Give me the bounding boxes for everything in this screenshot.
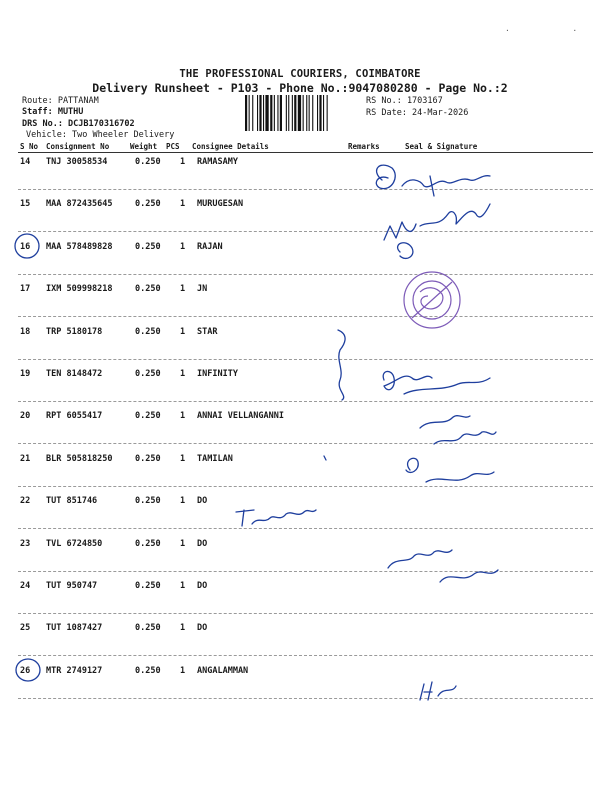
barcode-bar bbox=[323, 95, 324, 131]
row-sno: 25 bbox=[20, 623, 31, 634]
row-consignment-no: MAA 872435645 bbox=[46, 199, 113, 210]
vehicle-label: Vehicle: Two Wheeler Delivery bbox=[26, 130, 175, 140]
table-row bbox=[0, 157, 600, 199]
row-separator bbox=[18, 401, 593, 402]
barcode-bar bbox=[257, 95, 258, 131]
row-separator bbox=[18, 231, 593, 232]
row-consignee: RAMASAMY bbox=[197, 157, 238, 167]
col-seal-signature: Seal & Signature bbox=[405, 142, 478, 151]
row-separator bbox=[18, 316, 593, 317]
barcode-bar bbox=[306, 95, 307, 131]
drs-number: DRS No.: DCJB170316702 bbox=[22, 119, 135, 129]
route-label: Route: PATTANAM bbox=[22, 96, 99, 106]
row-weight: 0.250 bbox=[135, 538, 161, 549]
row-sno: 23 bbox=[20, 538, 31, 549]
row-sno: 21 bbox=[20, 453, 31, 464]
barcode-bar bbox=[252, 95, 253, 131]
table-row bbox=[0, 411, 600, 453]
barcode-bar bbox=[327, 95, 328, 131]
col-weight: Weight bbox=[130, 142, 158, 151]
row-separator bbox=[18, 274, 593, 275]
barcode-bar bbox=[288, 95, 289, 131]
row-separator bbox=[18, 359, 593, 360]
row-separator bbox=[18, 486, 593, 487]
table-row bbox=[0, 454, 600, 496]
barcode-bar bbox=[263, 95, 264, 131]
row-consignment-no: MTR 2749127 bbox=[46, 665, 103, 676]
barcode-bar bbox=[249, 95, 250, 131]
row-weight: 0.250 bbox=[135, 453, 161, 464]
row-consignee: STAR bbox=[197, 326, 218, 337]
barcode-bar bbox=[312, 95, 313, 131]
row-pcs: 1 bbox=[180, 326, 186, 337]
row-pcs: 1 bbox=[180, 284, 186, 295]
row-consignee: ANNAI VELLANGANNI bbox=[197, 411, 284, 422]
row-pcs: 1 bbox=[180, 411, 186, 422]
row-weight: 0.250 bbox=[135, 496, 161, 507]
barcode-bar bbox=[286, 95, 287, 131]
row-sno: 15 bbox=[20, 199, 31, 210]
table-row bbox=[0, 666, 600, 708]
barcode-bar bbox=[245, 95, 247, 131]
barcode-bar bbox=[294, 95, 296, 131]
row-weight: 0.250 bbox=[135, 369, 161, 379]
table-row bbox=[0, 496, 600, 538]
row-weight: 0.250 bbox=[135, 623, 161, 634]
row-consignment-no: BLR 505818250 bbox=[46, 453, 113, 464]
row-sno: 24 bbox=[20, 581, 31, 591]
company-name: THE PROFESSIONAL COURIERS, COIMBATORE bbox=[179, 68, 421, 80]
row-consignee: ANGALAMMAN bbox=[197, 665, 249, 676]
row-weight: 0.250 bbox=[135, 581, 161, 591]
runsheet-title: Delivery Runsheet - P103 - Phone No.:9047080280 - Page No.:2 bbox=[92, 81, 508, 95]
row-pcs: 1 bbox=[180, 199, 186, 210]
scan-corner-marks: · · bbox=[505, 26, 578, 35]
table-row bbox=[0, 199, 600, 241]
barcode-bar bbox=[319, 95, 321, 131]
row-sno: 16 bbox=[20, 241, 31, 252]
barcode-bar bbox=[280, 95, 282, 131]
row-weight: 0.250 bbox=[135, 241, 161, 252]
row-sno: 14 bbox=[20, 157, 31, 167]
row-consignee: MURUGESAN bbox=[197, 199, 244, 210]
table-row bbox=[0, 327, 600, 369]
row-consignee: TAMILAN bbox=[197, 453, 233, 464]
barcode-bar bbox=[274, 95, 275, 131]
rs-date: RS Date: 24-Mar-2026 bbox=[366, 108, 469, 118]
row-sno: 19 bbox=[20, 369, 31, 379]
row-consignment-no: MAA 578489828 bbox=[46, 241, 113, 252]
table-row bbox=[0, 242, 600, 284]
row-consignment-no: RPT 6055417 bbox=[46, 411, 103, 422]
barcode-bar bbox=[317, 95, 318, 131]
table-row bbox=[0, 284, 600, 326]
row-consignment-no: TVL 6724850 bbox=[46, 538, 103, 549]
row-consignment-no: TUT 1087427 bbox=[46, 623, 103, 634]
row-sno: 26 bbox=[20, 665, 31, 676]
row-consignment-no: TRP 5180178 bbox=[46, 326, 103, 337]
row-consignment-no: TUT 851746 bbox=[46, 496, 98, 507]
row-pcs: 1 bbox=[180, 453, 186, 464]
row-pcs: 1 bbox=[180, 157, 186, 167]
row-consignee: DO bbox=[197, 538, 208, 549]
rs-number: RS No.: 1703167 bbox=[366, 96, 443, 106]
row-weight: 0.250 bbox=[135, 326, 161, 337]
col-consignee: Consignee Details bbox=[192, 142, 269, 151]
row-consignee: RAJAN bbox=[197, 241, 223, 252]
row-consignment-no: TNJ 30058534 bbox=[46, 157, 108, 167]
row-separator bbox=[18, 613, 593, 614]
col-remarks: Remarks bbox=[348, 142, 380, 151]
row-pcs: 1 bbox=[180, 241, 186, 252]
row-sno: 20 bbox=[20, 411, 31, 422]
row-sno: 18 bbox=[20, 326, 31, 337]
row-weight: 0.250 bbox=[135, 665, 161, 676]
row-separator bbox=[18, 189, 593, 190]
row-pcs: 1 bbox=[180, 581, 186, 591]
col-pcs: PCS bbox=[166, 142, 180, 151]
barcode-image bbox=[245, 95, 360, 131]
row-consignment-no: IXM 509998218 bbox=[46, 284, 113, 295]
row-sno: 17 bbox=[20, 284, 31, 295]
row-separator bbox=[18, 571, 593, 572]
table-row bbox=[0, 539, 600, 581]
row-consignee: DO bbox=[197, 496, 208, 507]
barcode-bar bbox=[303, 95, 304, 131]
barcode-bar bbox=[309, 95, 310, 131]
barcode-bar bbox=[277, 95, 278, 131]
barcode-bar bbox=[270, 95, 272, 131]
barcode-bar bbox=[298, 95, 301, 131]
row-consignee: JN bbox=[197, 284, 208, 295]
barcode-bar bbox=[292, 95, 293, 131]
header-rule bbox=[18, 152, 593, 153]
barcode-bar bbox=[265, 95, 268, 131]
row-pcs: 1 bbox=[180, 623, 186, 634]
row-consignment-no: TEN 8148472 bbox=[46, 369, 103, 379]
col-sno: S No bbox=[20, 142, 39, 151]
barcode-bar bbox=[259, 95, 261, 131]
row-sno: 22 bbox=[20, 496, 31, 507]
row-pcs: 1 bbox=[180, 538, 186, 549]
col-consignment: Consignment No bbox=[46, 142, 110, 151]
table-row bbox=[0, 623, 600, 665]
staff-label: Staff: MUTHU bbox=[22, 107, 84, 117]
table-row bbox=[0, 369, 600, 411]
row-separator bbox=[18, 698, 593, 699]
row-weight: 0.250 bbox=[135, 411, 161, 422]
row-consignment-no: TUT 950747 bbox=[46, 581, 98, 591]
row-weight: 0.250 bbox=[135, 284, 161, 295]
row-weight: 0.250 bbox=[135, 157, 161, 167]
row-separator bbox=[18, 443, 593, 444]
row-separator bbox=[18, 655, 593, 656]
row-consignee: DO bbox=[197, 581, 208, 591]
row-pcs: 1 bbox=[180, 369, 186, 379]
table-row bbox=[0, 581, 600, 623]
row-weight: 0.250 bbox=[135, 199, 161, 210]
row-pcs: 1 bbox=[180, 665, 186, 676]
row-consignee: INFINITY bbox=[197, 369, 238, 379]
row-pcs: 1 bbox=[180, 496, 186, 507]
row-consignee: DO bbox=[197, 623, 208, 634]
row-separator bbox=[18, 528, 593, 529]
